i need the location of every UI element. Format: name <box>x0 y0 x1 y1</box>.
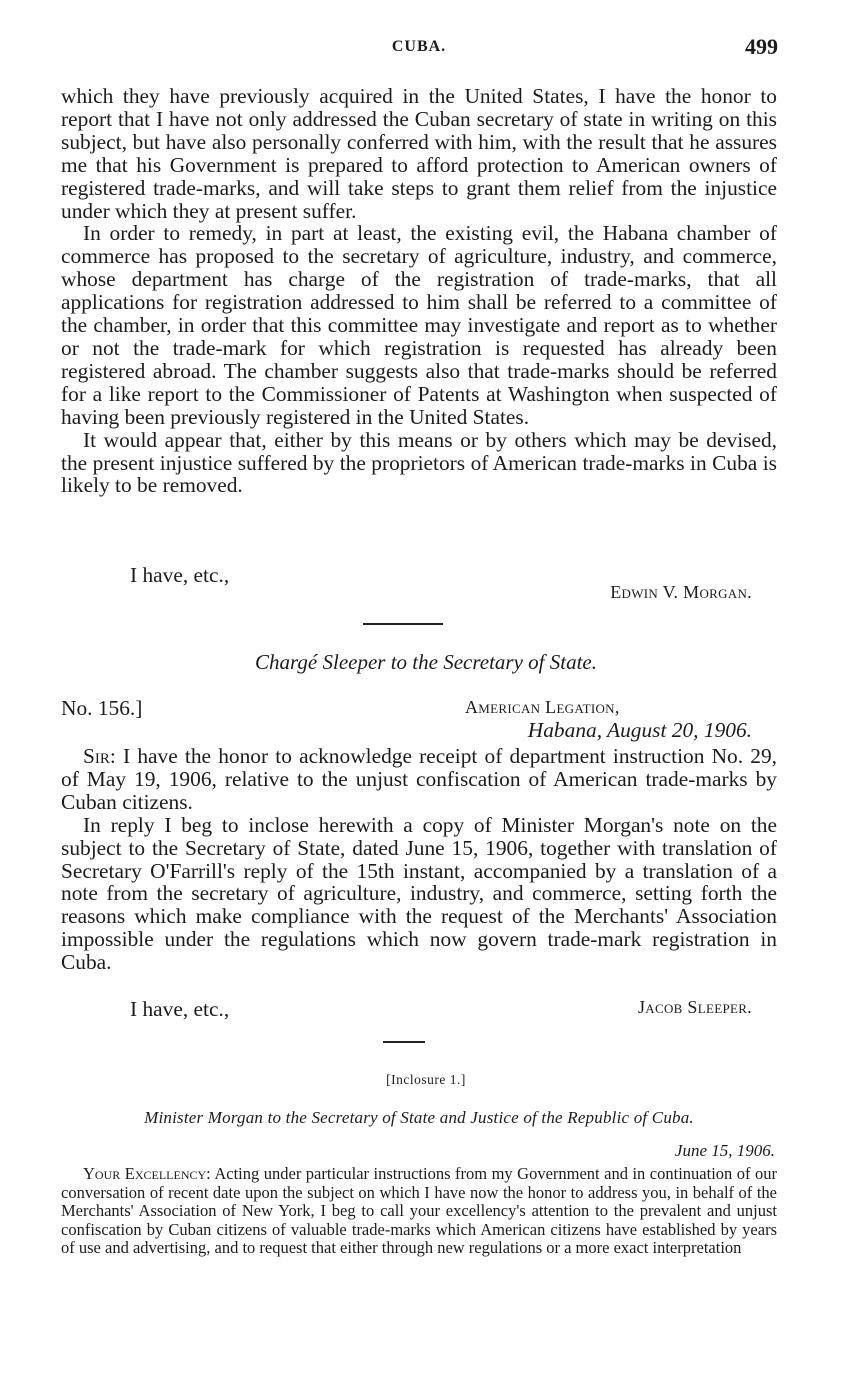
letter-body-morgan <box>61 85 777 497</box>
closing-phrase: I have, etc., <box>130 563 230 587</box>
page-number: 499 <box>745 34 778 59</box>
section-divider <box>363 623 443 625</box>
paragraph-text: I have the honor to acknowledge receipt of department instruction No. 29, of May 19, 1906, relative to the unjust confiscation of American trade-marks by Cuban citizens. <box>61 744 777 814</box>
paragraph: It would appear that, either by this means or by others which may be devised, the present injustice suffered by the proprietors of American trade-marks in Cuba is likely to be removed. <box>61 427 777 498</box>
place-date: Habana, August 20, 1906. <box>527 718 752 742</box>
signature-sleeper: Jacob Sleeper. <box>638 997 752 1017</box>
despatch-number: No. 156.] <box>61 696 143 720</box>
inclosure-heading: Minister Morgan to the Secretary of State and Justice of the Republic of Cuba. <box>144 1108 694 1127</box>
inclosure-label: [Inclosure 1.] <box>386 1072 466 1087</box>
letter-body-sleeper <box>61 745 777 974</box>
paragraph: which they have previously acquired in the United States, I have the honor to report that I have not only addressed the Cuban secretary of state in writing on this subject, but have also personally conferred with him, with the result that he assures me that his Government is prepared to afford protection to American owners of registered trade-marks, and will take steps to grant them relief from the injustice under which they at present suffer. <box>61 84 777 223</box>
closing-phrase: I have, etc., <box>130 997 230 1021</box>
section-divider <box>383 1041 425 1043</box>
paragraph <box>61 745 777 814</box>
salutation: Your Excellency: <box>83 1164 211 1183</box>
salutation: Sir: <box>83 744 116 768</box>
paragraph: In reply I beg to inclose herewith a copy of Minister Morgan's note on the subject to the Secretary of State, dated June 15, 1906, together with translation of Secretary O'Farrill's reply of the 15th instant, accompanied by a translation of a note from the secretary of agriculture, industry, and commerce, setting forth the reasons which make compliance with the request of the Merchants' Association impossible under the regulations which now govern trade-mark registration in Cuba. <box>61 812 777 975</box>
paragraph: In order to remedy, in part at least, the existing evil, the Habana chamber of commerce has proposed to the secretary of agriculture, industry, and commerce, whose department has charge of the registration of trade-marks, that all applications for registration addressed to him shall be referred to a committee of the chamber, in order that this committee may investigate and report as to whether or not the trade-mark for which registration is requested has already been registered abroad. The chamber suggests also that trade-marks should be referred for a like report to the Commissioner of Patents at Washington when suspected of having been previously registered in the United States. <box>61 221 777 429</box>
running-title: CUBA. <box>391 38 447 55</box>
signature-morgan: Edwin V. Morgan. <box>610 582 752 602</box>
letter-heading-sleeper: Chargé Sleeper to the Secretary of State. <box>255 650 597 674</box>
paragraph-text: Acting under particular instructions from my Government and in continuation of our conversation of recent date upon the subject on which I have now the honor to address you, in behalf of the Merchants' Association of New York, I beg to call your excellency's attention to the prevalent and unjust confiscation by Cuban citizens of valuable trade-marks which American citizens have established by years of use and advertising, and to request that either through new regulations or a more exact interpretation <box>61 1164 778 1258</box>
sender-legation: American Legation, <box>465 697 620 717</box>
paragraph <box>61 1165 777 1258</box>
inclosure-date: June 15, 1906. <box>674 1141 775 1160</box>
inclosure-body <box>61 1165 777 1258</box>
page-header <box>60 34 778 62</box>
